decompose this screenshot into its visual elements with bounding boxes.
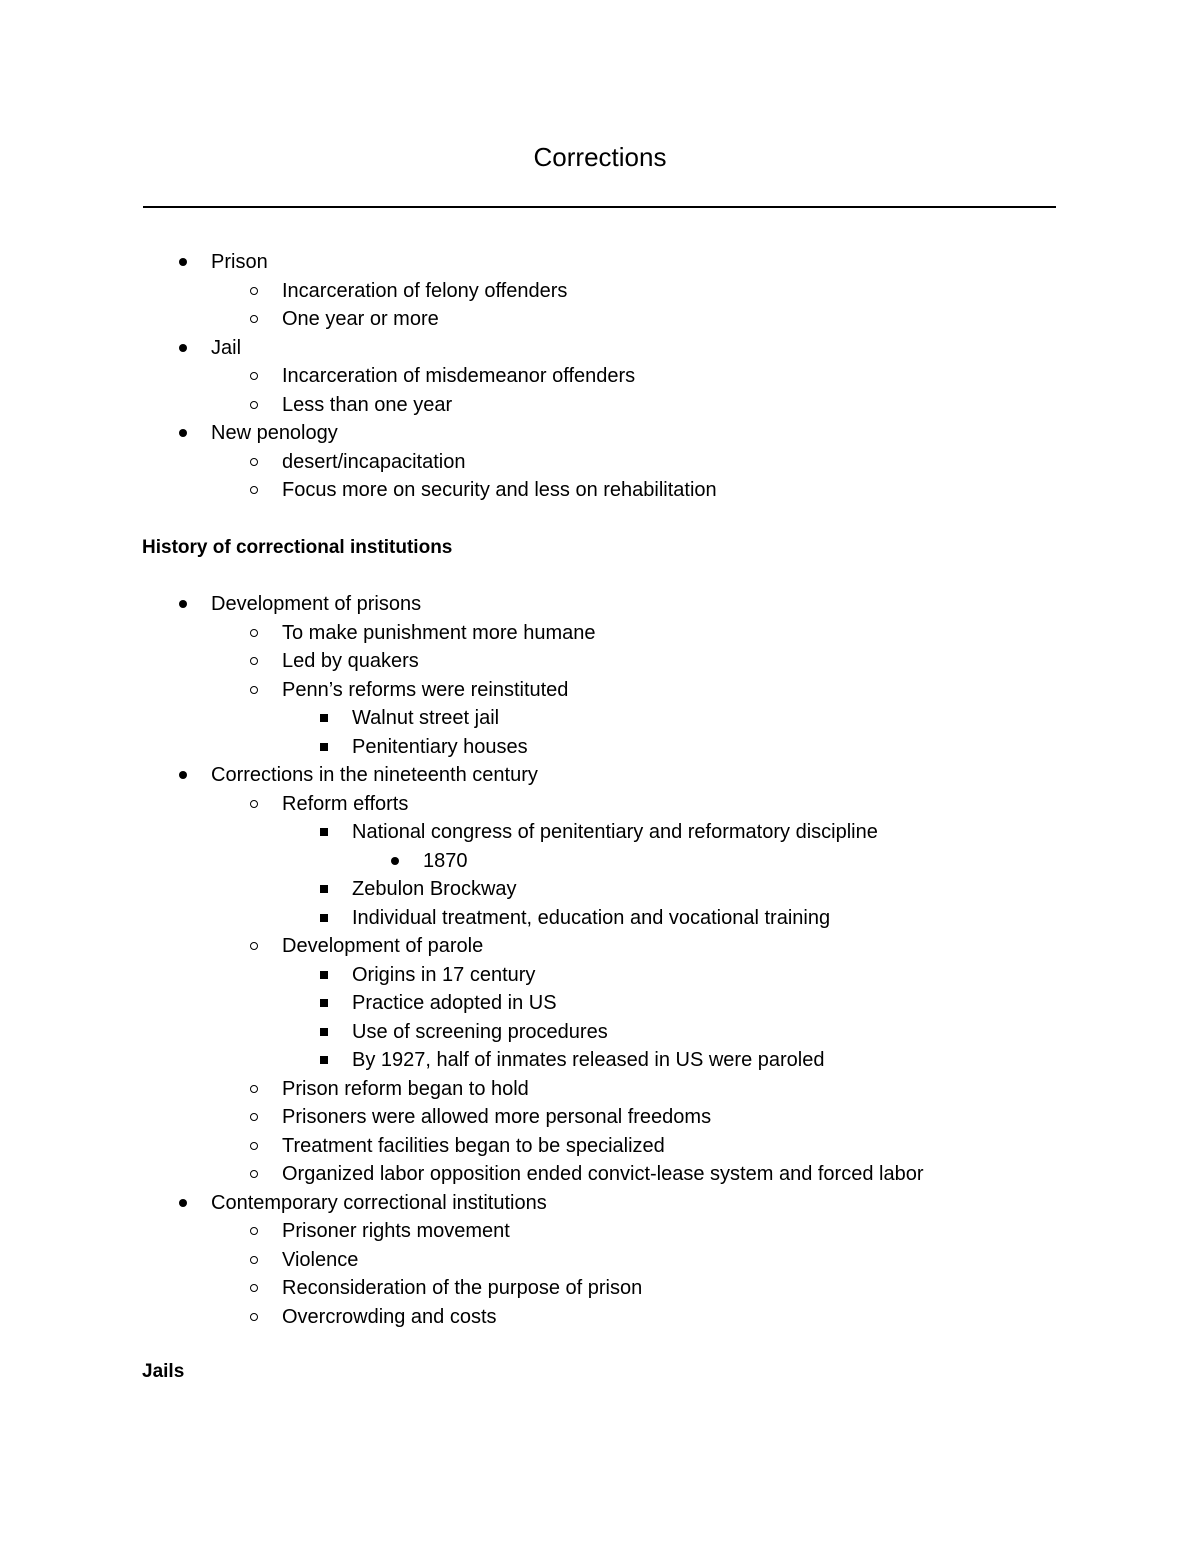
square-bullet-icon: [320, 999, 328, 1007]
list-item-text: Penitentiary houses: [352, 735, 528, 758]
list-item-text: Prisoners were allowed more personal freedoms: [282, 1106, 712, 1128]
list-item-text: To make punishment more humane: [282, 621, 596, 644]
circle-bullet-icon: [250, 1227, 258, 1235]
list-item-text: By 1927, half of inmates released in US were paroled: [352, 1049, 825, 1071]
circle-bullet-icon: [250, 287, 258, 295]
list-item-text: Penn’s reforms were reinstituted: [282, 678, 569, 701]
square-bullet-icon: [320, 828, 328, 836]
list-item-text: Development of prisons: [211, 593, 422, 615]
circle-bullet-icon: [250, 1284, 258, 1292]
disc-bullet-icon: [179, 429, 187, 437]
list-item-text: Jail: [211, 336, 242, 359]
circle-bullet-icon: [250, 629, 258, 637]
circle-bullet-icon: [250, 401, 258, 409]
list-item-text: Led by quakers: [282, 650, 419, 672]
page-title: Corrections: [533, 142, 667, 172]
square-bullet-icon: [320, 1056, 328, 1064]
list-item-text: Individual treatment, education and vocational training: [352, 906, 831, 929]
list-item-text: One year or more: [282, 308, 439, 330]
circle-bullet-icon: [250, 1256, 258, 1264]
list-item-text: Zebulon Brockway: [352, 878, 517, 900]
list-item-text: Contemporary correctional institutions: [211, 1191, 547, 1214]
list-item-text: Corrections in the nineteenth century: [211, 764, 538, 786]
list-item-text: Development of parole: [282, 935, 484, 957]
list-item-text: Prisoner rights movement: [282, 1220, 510, 1242]
section-heading-history: History of correctional institutions: [142, 537, 453, 558]
list-item-text: Walnut street jail: [352, 707, 500, 729]
circle-bullet-icon: [250, 1142, 258, 1150]
list-item-text: Prison: [211, 251, 268, 273]
list-item-text: desert/incapacitation: [282, 450, 466, 473]
disc-bullet-icon: [391, 857, 399, 865]
circle-bullet-icon: [250, 1313, 258, 1321]
list-item-text: Organized labor opposition ended convict-lease system and forced labor: [282, 1163, 924, 1185]
circle-bullet-icon: [250, 657, 258, 665]
square-bullet-icon: [320, 971, 328, 979]
circle-bullet-icon: [250, 1113, 258, 1121]
section-heading-jails: Jails: [142, 1361, 185, 1382]
list-item-text: Violence: [282, 1248, 359, 1271]
list-item-text: Incarceration of misdemeanor offenders: [282, 365, 636, 387]
list-item-text: Incarceration of felony offenders: [282, 279, 568, 302]
circle-bullet-icon: [250, 372, 258, 380]
list-item-text: Treatment facilities began to be specialized: [282, 1134, 665, 1157]
disc-bullet-icon: [179, 771, 187, 779]
list-item-text: New penology: [211, 422, 338, 444]
list-item-text: Use of screening procedures: [352, 1020, 608, 1043]
circle-bullet-icon: [250, 1085, 258, 1093]
disc-bullet-icon: [179, 258, 187, 266]
list-item-text: Practice adopted in US: [352, 992, 557, 1014]
circle-bullet-icon: [250, 686, 258, 694]
disc-bullet-icon: [179, 600, 187, 608]
list-item-text: Origins in 17 century: [352, 963, 536, 986]
square-bullet-icon: [320, 743, 328, 751]
disc-bullet-icon: [179, 344, 187, 352]
title-divider: [143, 206, 1056, 208]
circle-bullet-icon: [250, 942, 258, 950]
list-item-text: 1870: [423, 849, 468, 872]
circle-bullet-icon: [250, 800, 258, 808]
square-bullet-icon: [320, 914, 328, 922]
circle-bullet-icon: [250, 1170, 258, 1178]
list-item-text: Reconsideration of the purpose of prison: [282, 1277, 643, 1299]
square-bullet-icon: [320, 1028, 328, 1036]
list-item-text: Less than one year: [282, 393, 453, 416]
list-item-text: National congress of penitentiary and reformatory discipline: [352, 821, 878, 843]
list-item-text: Reform efforts: [282, 792, 409, 815]
disc-bullet-icon: [179, 1199, 187, 1207]
circle-bullet-icon: [250, 486, 258, 494]
square-bullet-icon: [320, 885, 328, 893]
circle-bullet-icon: [250, 458, 258, 466]
list-item-text: Overcrowding and costs: [282, 1305, 497, 1328]
list-item-text: Prison reform began to hold: [282, 1077, 529, 1100]
circle-bullet-icon: [250, 315, 258, 323]
list-item-text: Focus more on security and less on rehabilitation: [282, 479, 717, 501]
square-bullet-icon: [320, 714, 328, 722]
